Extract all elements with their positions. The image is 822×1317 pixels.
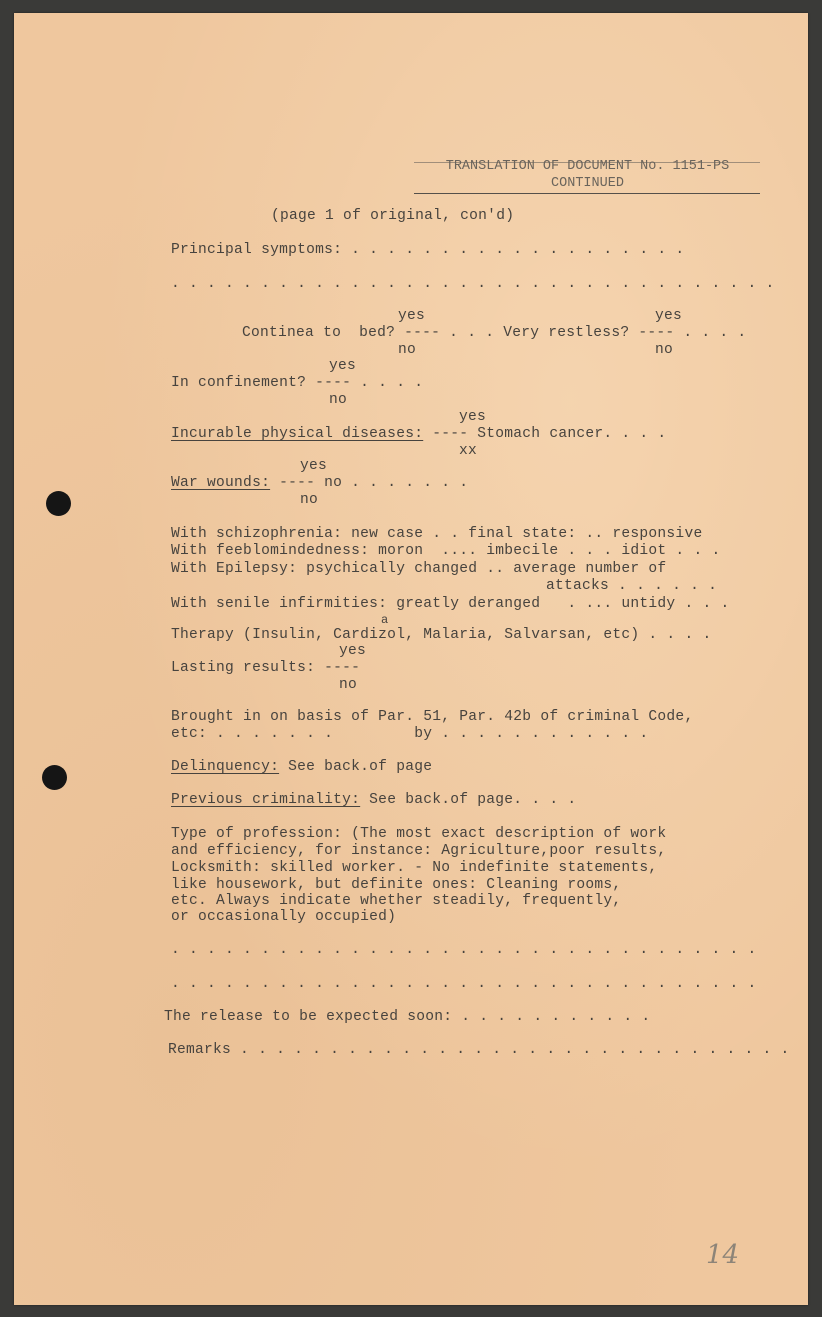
profession-line-6: or occasionally occupied) [171, 909, 397, 925]
profession-line-2: and efficiency, for instance: Agriculture,poor results, [171, 843, 667, 859]
feeblemindedness-line: With feeblomindedness: moron .... imbecile . . . idiot . . . [171, 543, 721, 559]
profession-line-1: Type of profession: (The most exact description of work [171, 826, 667, 842]
confinement-no: no [329, 392, 348, 408]
punch-hole-top [46, 491, 71, 516]
delinquency-answer: See back.of page [279, 759, 433, 775]
brought-in-line-1: Brought in on basis of Par. 51, Par. 42b of criminal Code, [171, 709, 694, 725]
principal-symptoms-line: Principal symptoms: . . . . . . . . . . . . . . . . . . . [171, 242, 685, 258]
criminality-line [171, 792, 576, 808]
header-title: TRANSLATION OF DOCUMENT No. 1151-PS [445, 159, 730, 174]
lasting-no: no [339, 677, 358, 693]
document-page [14, 13, 808, 1305]
profession-line-5: etc. Always indicate whether steadily, frequently, [171, 893, 622, 909]
incurable-yes: yes [459, 409, 487, 425]
schizophrenia-line: With schizophrenia: new case . . final state: .. responsive [171, 526, 703, 542]
war-wounds-no: no [300, 492, 319, 508]
dotted-line-2: . . . . . . . . . . . . . . . . . . . . . . . . . . . . . . . . . [171, 942, 757, 958]
lasting-yes: yes [339, 643, 367, 659]
delinquency-line [171, 759, 432, 775]
war-wounds-label: War wounds: [171, 475, 271, 491]
confinement-line: In confinement? ---- . . . . [171, 375, 424, 391]
war-wounds-line [171, 475, 468, 491]
war-wounds-yes: yes [300, 458, 328, 474]
dotted-line-1: . . . . . . . . . . . . . . . . . . . . . . . . . . . . . . . . . . [171, 276, 775, 292]
war-wounds-answer: ---- no . . . . . . . [270, 475, 469, 491]
incurable-line [171, 426, 666, 442]
confined-yes: yes [398, 308, 426, 324]
header-rule [414, 193, 760, 194]
dotted-line-3: . . . . . . . . . . . . . . . . . . . . . . . . . . . . . . . . . [171, 976, 757, 992]
brought-in-line-2: etc: . . . . . . . by . . . . . . . . . . . . [171, 726, 649, 742]
lasting-line: Lasting results: ---- [171, 660, 361, 676]
profession-line-3: Locksmith: skilled worker. - No indefinite statements, [171, 860, 658, 876]
therapy-line: Therapy (Insulin, Cardizol, Malaria, Salvarsan, etc) . . . . [171, 627, 712, 643]
incurable-no: xx [459, 443, 478, 459]
epilepsy-cont-line: attacks . . . . . . [546, 578, 718, 594]
criminality-answer: See back.of page. . . . [360, 792, 577, 808]
release-line: The release to be expected soon: . . . . . . . . . . . [164, 1009, 651, 1025]
handwritten-page-number: 14 [706, 1240, 740, 1270]
incurable-label: Incurable physical diseases: [171, 426, 424, 442]
restless-no: no [655, 342, 674, 358]
delinquency-label: Delinquency: [171, 759, 280, 775]
restless-yes: yes [655, 308, 683, 324]
profession-line-4: like housework, but definite ones: Cleaning rooms, [171, 877, 622, 893]
confined-line: Continea to bed? ---- . . . Very restless? ---- . . . . [242, 325, 747, 341]
confinement-yes: yes [329, 358, 357, 374]
page-note: (page 1 of original, con'd) [271, 208, 515, 224]
criminality-label: Previous criminality: [171, 792, 361, 808]
senile-mark: a [381, 613, 389, 627]
punch-hole-bottom [42, 765, 67, 790]
epilepsy-line: With Epilepsy: psychically changed .. average number of [171, 561, 667, 577]
remarks-line: Remarks . . . . . . . . . . . . . . . . . . . . . . . . . . . . . . . [168, 1042, 790, 1058]
header-subtitle: CONTINUED [551, 176, 624, 191]
incurable-answer: ---- Stomach cancer. . . . [423, 426, 667, 442]
senile-line: With senile infirmities: greatly deranged . ... untidy . . . [171, 596, 730, 612]
confined-no: no [398, 342, 417, 358]
